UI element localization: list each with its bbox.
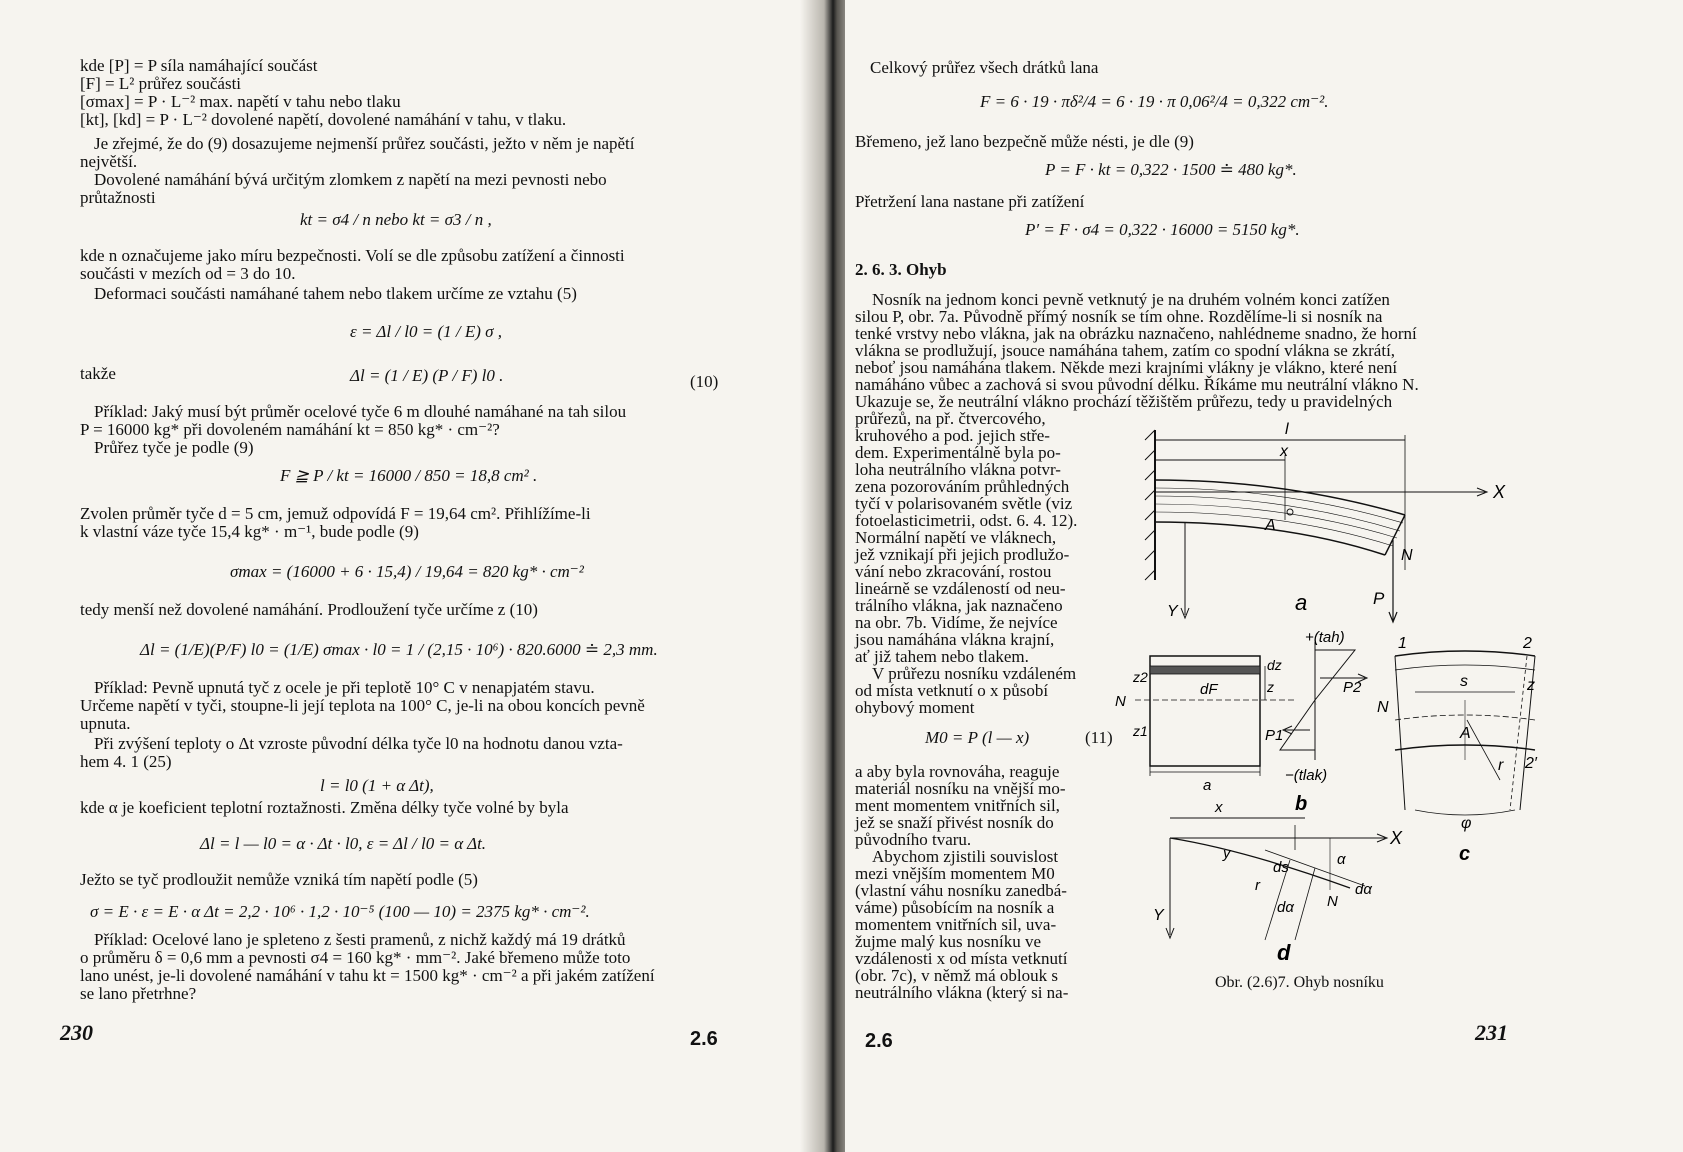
equation-thermal-strain: Δl = l — l0 = α · Δt · l0, ε = Δl / l0 = α Δt. xyxy=(200,834,487,853)
equation-number: (10) xyxy=(690,372,719,391)
subfigure-d xyxy=(1166,818,1387,940)
fig-d-alpha-label: α xyxy=(1337,851,1346,868)
right-page xyxy=(845,0,1683,1152)
example-line: o průměru δ = 0,6 mm a pevnosti σ4 = 160 kg* · mm⁻². Jaké břemeno může toto xyxy=(80,948,631,967)
paragraph-line: materiál nosníku na vnější mo- xyxy=(855,779,1066,798)
page-number: 231 xyxy=(1475,1020,1508,1045)
paragraph-line: žujme malý kus nosníku ve xyxy=(855,932,1042,951)
paragraph-line: Dovolené namáhání bývá určitým zlomkem z napětí na mezi pevnosti nebo xyxy=(94,170,607,189)
paragraph-line: zena pozorováním průhledných xyxy=(855,477,1070,496)
fig-c-r-label: r xyxy=(1498,757,1504,774)
paragraph-line: mezi vnějším momentem M0 xyxy=(855,864,1055,883)
example-line: upnuta. xyxy=(80,714,131,733)
equation-thermal-length: l = l0 (1 + α Δt), xyxy=(320,776,434,795)
example-line: P = 16000 kg* při dovoleném namáhání kt = 850 kg* · cm⁻²? xyxy=(80,420,500,439)
fig-b-tension-label: +(tah) xyxy=(1305,629,1345,646)
fig-d-tag: d xyxy=(1277,940,1291,965)
fig-a-l-label: l xyxy=(1285,421,1289,438)
paragraph-line: jež se snaží přivést nosník do xyxy=(855,813,1054,832)
paragraph-line: kde α je koeficient teplotní roztažnosti. Změna délky tyče volné by byla xyxy=(80,798,569,817)
paragraph-line: Ježto se tyč prodloužit nemůže vzniká tím napětí podle (5) xyxy=(80,870,478,889)
paragraph-line: kruhového a pod. jejich stře- xyxy=(855,426,1050,445)
paragraph-line: Je zřejmé, že do (9) dosazujeme nejmenší průřez součásti, ježto v něm je napětí xyxy=(94,134,635,153)
paragraph-line: (vlastní váhu nosníku zanedbá- xyxy=(855,881,1067,900)
paragraph-line: Ukazuje se, že neutrální vlákno prochází těžištěm průřezu, tedy u pravidelných xyxy=(855,392,1393,411)
example-line: Průřez tyče je podle (9) xyxy=(94,438,254,457)
paragraph-line: vzdálenosti x od místa vetknutí xyxy=(855,949,1068,968)
paragraph-line: váme) působícím na nosník a xyxy=(855,898,1055,917)
equation-thermal-stress: σ = E · ε = E · α Δt = 2,2 · 10⁶ · 1,2 · 10⁻⁵ (100 — 10) = 2375 kg* · cm⁻². xyxy=(90,902,590,921)
equation-cross-section: F ≧ P / kt = 16000 / 850 = 18,8 cm² . xyxy=(280,466,538,485)
fig-a-x-label: x xyxy=(1280,443,1288,460)
paragraph-line: takže xyxy=(80,364,116,383)
fig-c-A-label: A xyxy=(1460,725,1471,742)
paragraph-line: dem. Experimentálně byla po- xyxy=(855,443,1061,462)
equation-load: P = F · kt = 0,322 · 1500 ≐ 480 kg*. xyxy=(1045,160,1297,179)
paragraph-line: od místa vetknutí o x působí xyxy=(855,681,1049,700)
paragraph-line: hem 4. 1 (25) xyxy=(80,752,172,771)
equation-elongation: Δl = (1 / E) (P / F) l0 . xyxy=(350,366,504,385)
fig-d-N-label: N xyxy=(1327,893,1338,910)
paragraph-line: a aby byla rovnováha, reaguje xyxy=(855,762,1060,781)
paragraph-line: trálního vlákna, jak naznačeno xyxy=(855,596,1063,615)
paragraph-line: jež vznikají při jejich prodlužo- xyxy=(855,545,1070,564)
equation-elongation-result: Δl = (1/E)(P/F) l0 = (1/E) σmax · l0 = 1 / (2,15 · 10⁶) · 820.6000 ≐ 2,3 mm. xyxy=(140,640,658,659)
fig-c-2-label: 2 xyxy=(1523,635,1532,652)
paragraph-line: neboť jsou namáhána tlakem. Někde mezi krajními vlákny je vlákno, které není xyxy=(855,358,1398,377)
fig-a-A-label: A xyxy=(1265,517,1276,534)
example-line: se lano přetrhne? xyxy=(80,984,197,1003)
fig-b-z-label: z xyxy=(1267,679,1274,695)
equation-safety-factor: kt = σ4 / n nebo kt = σ3 / n , xyxy=(300,210,492,229)
paragraph-line: Přetržení lana nastane při zatížení xyxy=(855,192,1085,211)
example-line: Příklad: Ocelové lano je spleteno z šesti pramenů, z nichž každý má 19 drátků xyxy=(94,930,626,949)
paragraph-line: loha neutrálního vlákna potvr- xyxy=(855,460,1061,479)
equation-total-area: F = 6 · 19 · πδ²/4 = 6 · 19 · π 0,06²/4 = 0,322 cm⁻². xyxy=(980,92,1329,111)
fig-d-Y-label: Y xyxy=(1153,907,1164,924)
paragraph-line: tenké vrstvy nebo vlákna, jak na obrázku naznačeno, nahlédneme snadno, že horní xyxy=(855,324,1417,343)
paragraph-line: Deformaci součásti namáhané tahem nebo tlakem určíme ze vztahu (5) xyxy=(94,284,577,303)
example-line: Určeme napětí v tyči, stoupne-li její teplota na 100° C, je-li na obou koncích pevně xyxy=(80,696,645,715)
fig-d-dalpha2-label: dα xyxy=(1355,881,1372,898)
fig-b-dz-label: dz xyxy=(1267,657,1282,673)
paragraph-line: namáháno vůbec a zachová si svou původní délku. Říkáme mu neutrální vlákno N. xyxy=(855,375,1419,394)
subfigure-a xyxy=(1145,430,1487,622)
paragraph-line: vlákna se prodlužují, jsouce namáhána tahem, zatím co spodní vlákna se zkrátí, xyxy=(855,341,1396,360)
left-page xyxy=(0,0,820,1152)
figure-beam-bending xyxy=(1115,420,1645,980)
definition-line: [σmax] = P · L⁻² max. napětí v tahu nebo tlaku xyxy=(80,92,401,111)
section-mark: 2.6 xyxy=(865,1030,893,1052)
paragraph-line: na obr. 7b. Vidíme, že nejvíce xyxy=(855,613,1058,632)
equation-bending-moment: M0 = P (l — x) xyxy=(925,728,1030,747)
definition-line: [F] = L² průřez součásti xyxy=(80,74,242,93)
paragraph-line: vání nebo zkracování, rostou xyxy=(855,562,1052,581)
subfigure-b xyxy=(1135,642,1367,776)
paragraph-line: součásti v mezích od = 3 do 10. xyxy=(80,264,296,283)
paragraph-line: momentem vnitřních sil, uva- xyxy=(855,915,1057,934)
fig-b-compression-label: −(tlak) xyxy=(1285,767,1328,784)
paragraph-line: ať již tahem nebo tlakem. xyxy=(855,647,1029,666)
fig-b-z2-label: z2 xyxy=(1133,669,1148,685)
fig-b-z1-label: z1 xyxy=(1133,723,1148,739)
fig-c-1-label: 1 xyxy=(1398,635,1407,652)
section-heading: 2. 6. 3. Ohyb xyxy=(855,260,947,279)
fig-d-X-label: X xyxy=(1390,828,1403,848)
fig-a-P-label: P xyxy=(1373,589,1385,608)
fig-c-z-label: z xyxy=(1527,677,1535,694)
equation-break-load: P′ = F · σ4 = 0,322 · 16000 = 5150 kg*. xyxy=(1025,220,1300,239)
fig-d-r-label: r xyxy=(1255,877,1260,894)
fig-d-dalpha-label: dα xyxy=(1277,899,1294,916)
fig-b-dF-label: dF xyxy=(1200,681,1218,698)
fig-c-tag: c xyxy=(1459,843,1471,865)
fig-c-N-label: N xyxy=(1377,699,1389,716)
fig-d-x-label: x xyxy=(1215,799,1223,816)
paragraph-line: k vlastní váze tyče 15,4 kg* · m⁻¹, bude podle (9) xyxy=(80,522,419,541)
paragraph-line: silou P, obr. 7a. Původně přímý nosník se tím ohne. Rozdělíme-li si nosník na xyxy=(855,307,1383,326)
paragraph-line: ohybový moment xyxy=(855,698,975,717)
paragraph-line: jsou namáhána vlákna krajní, xyxy=(855,630,1055,649)
fig-a-tag: a xyxy=(1295,590,1308,615)
paragraph-line: (obr. 7c), v němž má oblouk s xyxy=(855,966,1059,985)
paragraph-line: tedy menší než dovolené namáhání. Prodloužení tyče určíme z (10) xyxy=(80,600,538,619)
paragraph-line: ment momentem vnitřních sil, xyxy=(855,796,1060,815)
paragraph-line: původního tvaru. xyxy=(855,830,972,849)
fig-b-P1-label: P1 xyxy=(1265,727,1284,744)
paragraph-line: průtažnosti xyxy=(80,188,156,207)
fig-c-2prime-label: 2′ xyxy=(1525,755,1537,772)
paragraph-line: V průřezu nosníku vzdáleném xyxy=(872,664,1077,683)
figure-caption: Obr. (2.6)7. Ohyb nosníku xyxy=(1215,974,1384,991)
paragraph-line: Celkový průřez všech drátků lana xyxy=(870,58,1099,77)
paragraph-line: Břemeno, jež lano bezpečně může nésti, je dle (9) xyxy=(855,132,1194,151)
equation-number: (11) xyxy=(1085,728,1113,747)
paragraph-line: fotoelasticimetrii, odst. 6. 4. 12). xyxy=(855,511,1078,530)
fig-a-X-label: X xyxy=(1493,482,1506,502)
page-number: 230 xyxy=(60,1020,93,1045)
paragraph-line: neutrálního vlákna (který si na- xyxy=(855,983,1069,1002)
fig-d-y-label: y xyxy=(1223,845,1231,862)
fig-b-a-label: a xyxy=(1203,777,1212,794)
fig-c-s-label: s xyxy=(1460,673,1468,690)
fig-b-tag: b xyxy=(1295,793,1308,815)
definition-line: kde [P] = P síla namáhající součást xyxy=(80,56,318,75)
paragraph-line: Normální napětí ve vláknech, xyxy=(855,528,1057,547)
example-line: Příklad: Pevně upnutá tyč z ocele je při teplotě 10° C v nenapjatém stavu. xyxy=(94,678,595,697)
paragraph-line: lineárně se vzdáleností od neu- xyxy=(855,579,1066,598)
paragraph-line: Abychom zjistili souvislost xyxy=(872,847,1059,866)
paragraph-line: průřezů, na př. čtvercového, xyxy=(855,409,1046,428)
fig-a-N-label: N xyxy=(1401,547,1413,564)
fig-b-P2-label: P2 xyxy=(1343,679,1362,696)
fig-b-N-label: N xyxy=(1115,693,1126,710)
paragraph-line: největší. xyxy=(80,152,138,171)
equation-strain: ε = Δl / l0 = (1 / E) σ , xyxy=(350,322,503,341)
example-line: Příklad: Jaký musí být průměr ocelové tyče 6 m dlouhé namáhané na tah silou xyxy=(94,402,627,421)
paragraph-line: tyčí v polarisovaném světle (viz xyxy=(855,494,1073,513)
definition-line: [kt], [kd] = P · L⁻² dovolené napětí, dovolené namáhání v tahu, v tlaku. xyxy=(80,110,567,129)
paragraph-line: Nosník na jednom konci pevně vetknutý je na druhém volném konci zatížen xyxy=(872,290,1390,309)
section-mark: 2.6 xyxy=(690,1028,718,1050)
fig-a-Y-label: Y xyxy=(1167,603,1178,620)
equation-sigma-max: σmax = (16000 + 6 · 15,4) / 19,64 = 820 kg* · cm⁻² xyxy=(230,562,584,581)
paragraph-line: Při zvýšení teploty o Δt vzroste původní délka tyče l0 na hodnotu danou vzta- xyxy=(94,734,623,753)
paragraph-line: kde n označujeme jako míru bezpečnosti. Volí se dle způsobu zatížení a činnosti xyxy=(80,246,625,265)
fig-d-ds-label: ds xyxy=(1273,859,1289,876)
paragraph-line: Zvolen průměr tyče d = 5 cm, jemuž odpovídá F = 19,64 cm². Přihlížíme-li xyxy=(80,504,591,523)
fig-c-phi-label: φ xyxy=(1461,815,1472,832)
example-line: lano unést, je-li dovolené namáhání v tahu kt = 1500 kg* · cm⁻² a při jakém zatížení xyxy=(80,966,655,985)
